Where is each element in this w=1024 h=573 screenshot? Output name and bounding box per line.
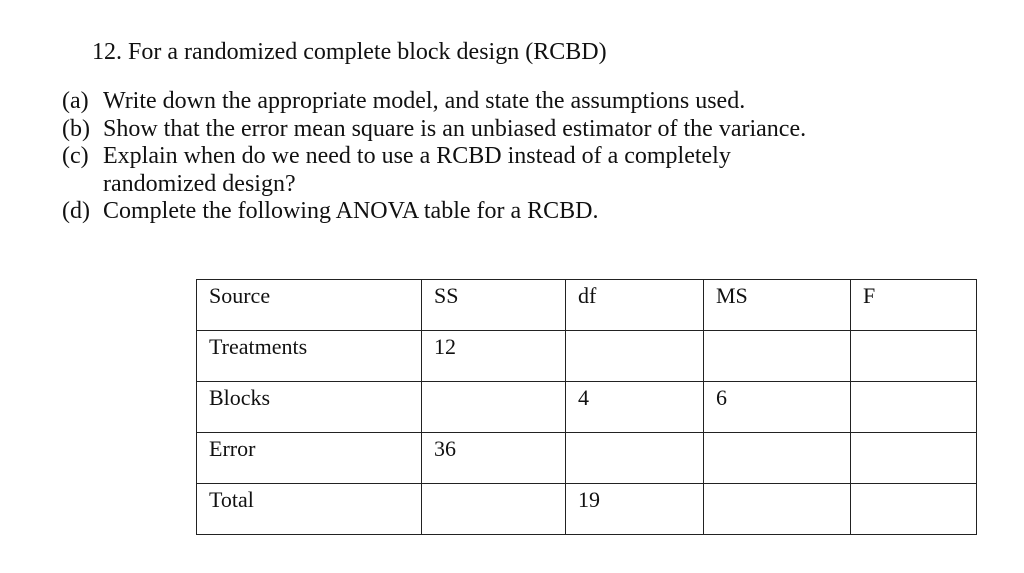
table-cell: 36 <box>422 433 566 484</box>
table-cell: 19 <box>566 484 704 535</box>
table-cell <box>704 484 851 535</box>
question-part-a <box>62 88 823 116</box>
part-label: (d) <box>62 198 90 224</box>
header-cell-f: F <box>851 280 977 331</box>
header-cell-source: Source <box>197 280 422 331</box>
table-cell: 4 <box>566 382 704 433</box>
header-cell-ss: SS <box>422 280 566 331</box>
table-cell <box>422 484 566 535</box>
anova-table <box>196 279 977 535</box>
table-row-total <box>197 484 977 535</box>
part-text: Show that the error mean square is an unbiased estimator of the variance. <box>103 115 807 142</box>
header-cell-df: df <box>566 280 704 331</box>
table-cell: Error <box>197 433 422 484</box>
table-cell: 12 <box>422 331 566 382</box>
table-cell <box>566 433 704 484</box>
table-cell <box>704 331 851 382</box>
question-title: 12. For a randomized complete block design (RCBD) <box>92 39 607 65</box>
question-parts-list <box>62 88 823 226</box>
part-label: (b) <box>62 115 90 142</box>
table-cell <box>704 433 851 484</box>
table-row-error <box>197 433 977 484</box>
table-cell: Treatments <box>197 331 422 382</box>
table-header-row <box>197 280 977 331</box>
part-label: (c) <box>62 143 89 169</box>
table-cell <box>851 331 977 382</box>
table-cell <box>851 484 977 535</box>
question-part-d <box>62 198 823 226</box>
question-part-c <box>62 143 823 198</box>
table-cell <box>851 433 977 484</box>
table-cell <box>566 331 704 382</box>
table-cell: Total <box>197 484 422 535</box>
part-label: (a) <box>62 88 89 114</box>
table-row-blocks <box>197 382 977 433</box>
table-row-treatments <box>197 331 977 382</box>
question-part-b <box>62 116 823 144</box>
header-cell-ms: MS <box>704 280 851 331</box>
part-text: Complete the following ANOVA table for a RCBD. <box>103 198 599 224</box>
table-cell: Blocks <box>197 382 422 433</box>
part-text: Write down the appropriate model, and state the assumptions used. <box>103 88 746 114</box>
table-cell <box>422 382 566 433</box>
table-cell <box>851 382 977 433</box>
table-cell: 6 <box>704 382 851 433</box>
part-text: Explain when do we need to use a RCBD instead of a completely randomized design? <box>103 143 731 197</box>
